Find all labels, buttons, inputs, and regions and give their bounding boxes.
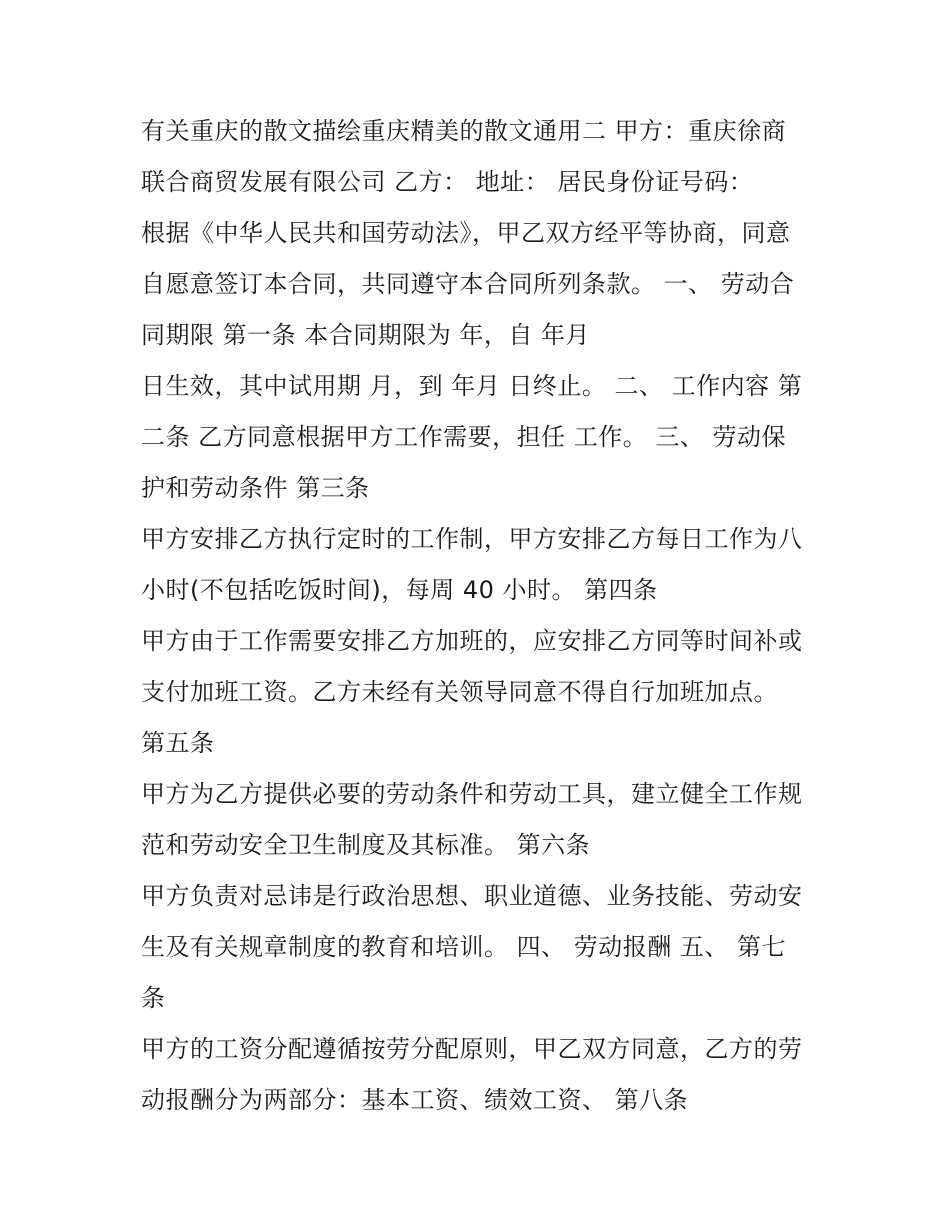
text-line: 同期限 第一条 本合同期限为 年，自 年月 xyxy=(141,321,591,349)
text-line: 自愿意签订本合同，共同遵守本合同所列条款。 一、 劳动合 xyxy=(141,270,795,298)
text-line: 条 xyxy=(141,984,166,1012)
text-line: 二条 乙方同意根据甲方工作需要，担任 工作。 三、 劳动保 xyxy=(141,423,787,451)
text-line: 日生效，其中试用期 月，到 年月 日终止。 二、 工作内容 第 xyxy=(141,372,803,400)
contract-body-text xyxy=(141,106,821,1126)
text-line: 联合商贸发展有限公司 乙方： 地址： 居民身份证号码： xyxy=(141,168,754,196)
text-line: 范和劳动安全卫生制度及其标准。 第六条 xyxy=(141,831,591,859)
text-line: 甲方负责对忌讳是行政治思想、职业道德、业务技能、劳动安 xyxy=(141,882,803,910)
text-line: 有关重庆的散文描绘重庆精美的散文通用二 甲方：重庆徐商 xyxy=(141,117,787,145)
text-line: 甲方为乙方提供必要的劳动条件和劳动工具，建立健全工作规 xyxy=(141,780,803,808)
text-line: 动报酬分为两部分：基本工资、绩效工资、 第八条 xyxy=(141,1086,689,1114)
text-line: 支付加班工资。乙方未经有关领导同意不得自行加班加点。 xyxy=(141,678,778,706)
text-line: 小时(不包括吃饭时间)，每周 40 小时。 第四条 xyxy=(141,576,658,604)
text-line: 甲方的工资分配遵循按劳分配原则，甲乙双方同意，乙方的劳 xyxy=(141,1035,803,1063)
text-line: 甲方安排乙方执行定时的工作制，甲方安排乙方每日工作为八 xyxy=(141,525,803,553)
text-line: 护和劳动条件 第三条 xyxy=(141,474,370,502)
text-line: 根据《中华人民共和国劳动法》，甲乙双方经平等协商，同意 xyxy=(141,219,791,247)
text-line: 甲方由于工作需要安排乙方加班的，应安排乙方同等时间补或 xyxy=(141,627,803,655)
text-line: 第五条 xyxy=(141,729,215,757)
text-line: 生及有关规章制度的教育和培训。 四、 劳动报酬 五、 第七 xyxy=(141,933,787,961)
